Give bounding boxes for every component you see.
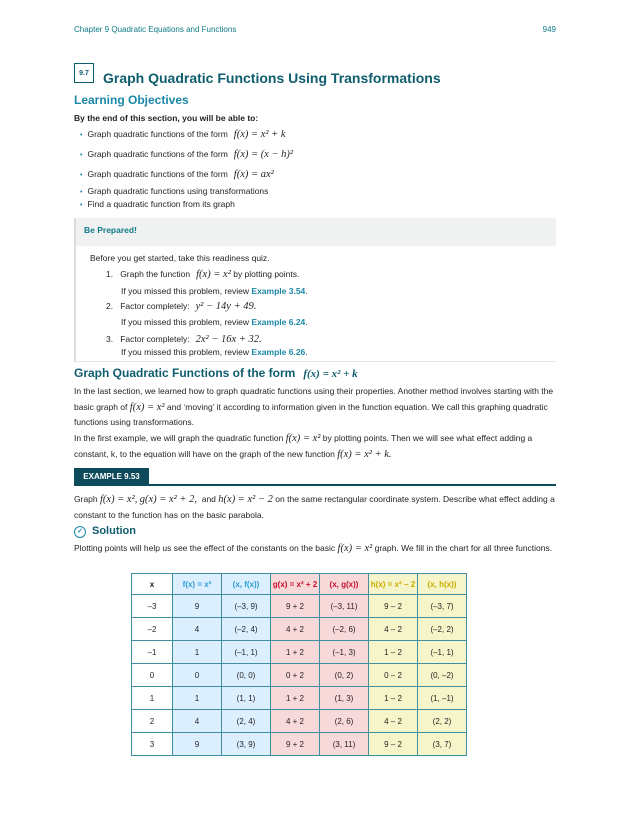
section-title: Graph Quadratic Functions Using Transformations — [103, 70, 441, 86]
page-number: 949 — [542, 25, 556, 34]
table-cell: 1 — [173, 687, 222, 710]
table-cell: 4 – 2 — [369, 710, 418, 733]
table-cell: 1 + 2 — [271, 641, 320, 664]
table-cell: (–3, 7) — [418, 595, 467, 618]
column-header: x — [132, 574, 173, 595]
table-cell: 9 – 2 — [369, 595, 418, 618]
body-paragraph: In the first example, we will graph the quadratic function f(x) = x² by plotting points. Then we will see what effect adding a constant, k, to the equation will have on the graph of the new function f(x) = x² + k. — [74, 433, 533, 460]
body-paragraph: In the last section, we learned how to graph quadratic functions using their properties. Another method involves starting with the basic graph of f(x) = x² and ‘moving’ it according to information given in the function equation. We call this graphing quadratic functions using transformations. — [74, 386, 554, 427]
math-expression: f(x) = x² + k — [303, 368, 358, 380]
column-header: (x, h(x)) — [418, 574, 467, 595]
table-cell: (–3, 9) — [222, 595, 271, 618]
chapter-label: Chapter 9 Quadratic Equations and Functions — [74, 25, 237, 34]
table-cell: 0 — [173, 664, 222, 687]
table-cell: (–1, 1) — [222, 641, 271, 664]
learning-objectives-heading: Learning Objectives — [74, 93, 189, 107]
table-cell: 2 — [132, 710, 173, 733]
table-cell: –3 — [132, 595, 173, 618]
table-row — [132, 618, 467, 641]
table-row — [132, 710, 467, 733]
table-cell: 0 — [132, 664, 173, 687]
bullet-icon: • — [80, 152, 83, 159]
bullet-icon: • — [80, 189, 83, 196]
review-link[interactable]: Example 6.24 — [251, 317, 306, 327]
table-cell: (3, 9) — [222, 733, 271, 756]
table-cell: (2, 2) — [418, 710, 467, 733]
table-cell: (1, 3) — [320, 687, 369, 710]
solution-heading: ✓ Solution — [74, 525, 136, 538]
review-link[interactable]: Example 3.54 — [251, 286, 306, 296]
table-cell: 9 — [173, 733, 222, 756]
table-cell: (0, 0) — [222, 664, 271, 687]
table-cell: 1 + 2 — [271, 687, 320, 710]
math-expression: 2x² − 16x + 32. — [195, 334, 262, 345]
objective-item: • Graph quadratic functions of the form f(x) = x² + k — [80, 129, 286, 140]
table-cell: 4 + 2 — [271, 618, 320, 641]
table-row — [132, 641, 467, 664]
column-header: (x, f(x)) — [222, 574, 271, 595]
section-number-badge: 9.7 — [74, 63, 94, 83]
learning-objectives-intro: By the end of this section, you will be able to: — [74, 113, 259, 123]
review-note: If you missed this problem, review Example 3.54. — [121, 286, 308, 296]
bullet-icon: • — [80, 132, 83, 139]
table-row — [132, 595, 467, 618]
math-expression: f(x) = x² — [129, 401, 165, 413]
table-cell: (–1, 3) — [320, 641, 369, 664]
quiz-question: 3. Factor completely: 2x² − 16x + 32. — [106, 334, 262, 345]
table-cell: 4 – 2 — [369, 618, 418, 641]
math-expression: y² − 14y + 49. — [195, 301, 257, 312]
table-cell: 9 – 2 — [369, 733, 418, 756]
values-table — [131, 573, 467, 756]
table-cell: 0 – 2 — [369, 664, 418, 687]
table-cell: (2, 6) — [320, 710, 369, 733]
quiz-question: 1. Graph the function f(x) = x² by plotting points. — [106, 269, 300, 280]
running-header — [74, 25, 556, 34]
review-note: If you missed this problem, review Example 6.26. — [121, 347, 308, 357]
checkmark-icon: ✓ — [74, 526, 86, 538]
be-prepared-intro: Before you get started, take this readiness quiz. — [90, 253, 270, 263]
table-cell: (3, 7) — [418, 733, 467, 756]
table-cell: 1 — [132, 687, 173, 710]
objective-item: • Find a quadratic function from its graph — [80, 199, 235, 209]
table-cell: 0 + 2 — [271, 664, 320, 687]
math-expression: f(x) = x² — [337, 543, 373, 554]
objective-item: • Graph quadratic functions using transformations — [80, 186, 269, 196]
table-cell: 9 — [173, 595, 222, 618]
column-header: g(x) = x² + 2 — [271, 574, 320, 595]
example-prompt: Graph f(x) = x², g(x) = x² + 2, and h(x) = x² − 2 on the same rectangular coordinate system. Describe what effect adding a constant to the function has on the basic parabola. — [74, 494, 555, 520]
table-cell: (1, 1) — [222, 687, 271, 710]
table-cell: 9 + 2 — [271, 733, 320, 756]
review-link[interactable]: Example 6.26 — [251, 347, 306, 357]
table-cell: 4 + 2 — [271, 710, 320, 733]
table-cell: (2, 4) — [222, 710, 271, 733]
table-cell: (3, 11) — [320, 733, 369, 756]
quiz-question: 2. Factor completely: y² − 14y + 49. — [106, 301, 257, 312]
table-cell: (–1, 1) — [418, 641, 467, 664]
table-cell: (–3, 11) — [320, 595, 369, 618]
table-cell: (–2, 4) — [222, 618, 271, 641]
objective-item: • Graph quadratic functions of the form f(x) = ax² — [80, 169, 274, 180]
table-cell: 1 – 2 — [369, 687, 418, 710]
subsection-title: Graph Quadratic Functions of the form f(x) = x² + k — [74, 366, 358, 380]
table-cell: (–2, 6) — [320, 618, 369, 641]
table-cell: (–2, 2) — [418, 618, 467, 641]
table-row — [132, 687, 467, 710]
table-header-row — [132, 574, 467, 595]
table-cell: (0, –2) — [418, 664, 467, 687]
table-cell: 4 — [173, 710, 222, 733]
bullet-icon: • — [80, 172, 83, 179]
math-expression: f(x) = x² — [196, 269, 231, 280]
review-note: If you missed this problem, review Example 6.24. — [121, 317, 308, 327]
table-cell: 4 — [173, 618, 222, 641]
table-cell: (0, 2) — [320, 664, 369, 687]
math-expression: f(x) = ax² — [233, 169, 274, 180]
math-expression: f(x) = x² + k — [233, 129, 286, 140]
table-cell: 3 — [132, 733, 173, 756]
math-expression: h(x) = x² − 2 — [218, 494, 273, 505]
table-cell: 1 — [173, 641, 222, 664]
table-row — [132, 733, 467, 756]
table-cell: 1 – 2 — [369, 641, 418, 664]
column-header: (x, g(x)) — [320, 574, 369, 595]
math-expression: f(x) = (x − h)² — [233, 149, 294, 160]
objective-item: • Graph quadratic functions of the form f(x) = (x − h)² — [80, 149, 294, 160]
bullet-icon: • — [80, 202, 83, 209]
column-header: h(x) = x² − 2 — [369, 574, 418, 595]
table-cell: –2 — [132, 618, 173, 641]
table-row — [132, 664, 467, 687]
table-cell: 9 + 2 — [271, 595, 320, 618]
math-expression: g(x) = x² + 2, — [139, 494, 197, 505]
table-cell: –1 — [132, 641, 173, 664]
solution-text: Plotting points will help us see the effect of the constants on the basic f(x) = x² graph. We fill in the chart for all three functions. — [74, 543, 553, 554]
column-header: f(x) = x² — [173, 574, 222, 595]
math-expression: f(x) = x² + k. — [337, 448, 392, 460]
be-prepared-heading: Be Prepared! — [74, 218, 556, 246]
math-expression: f(x) = x² — [285, 433, 321, 444]
table-cell: (1, –1) — [418, 687, 467, 710]
example-label: EXAMPLE 9.53 — [74, 468, 149, 484]
math-expression: f(x) = x², — [100, 494, 138, 505]
